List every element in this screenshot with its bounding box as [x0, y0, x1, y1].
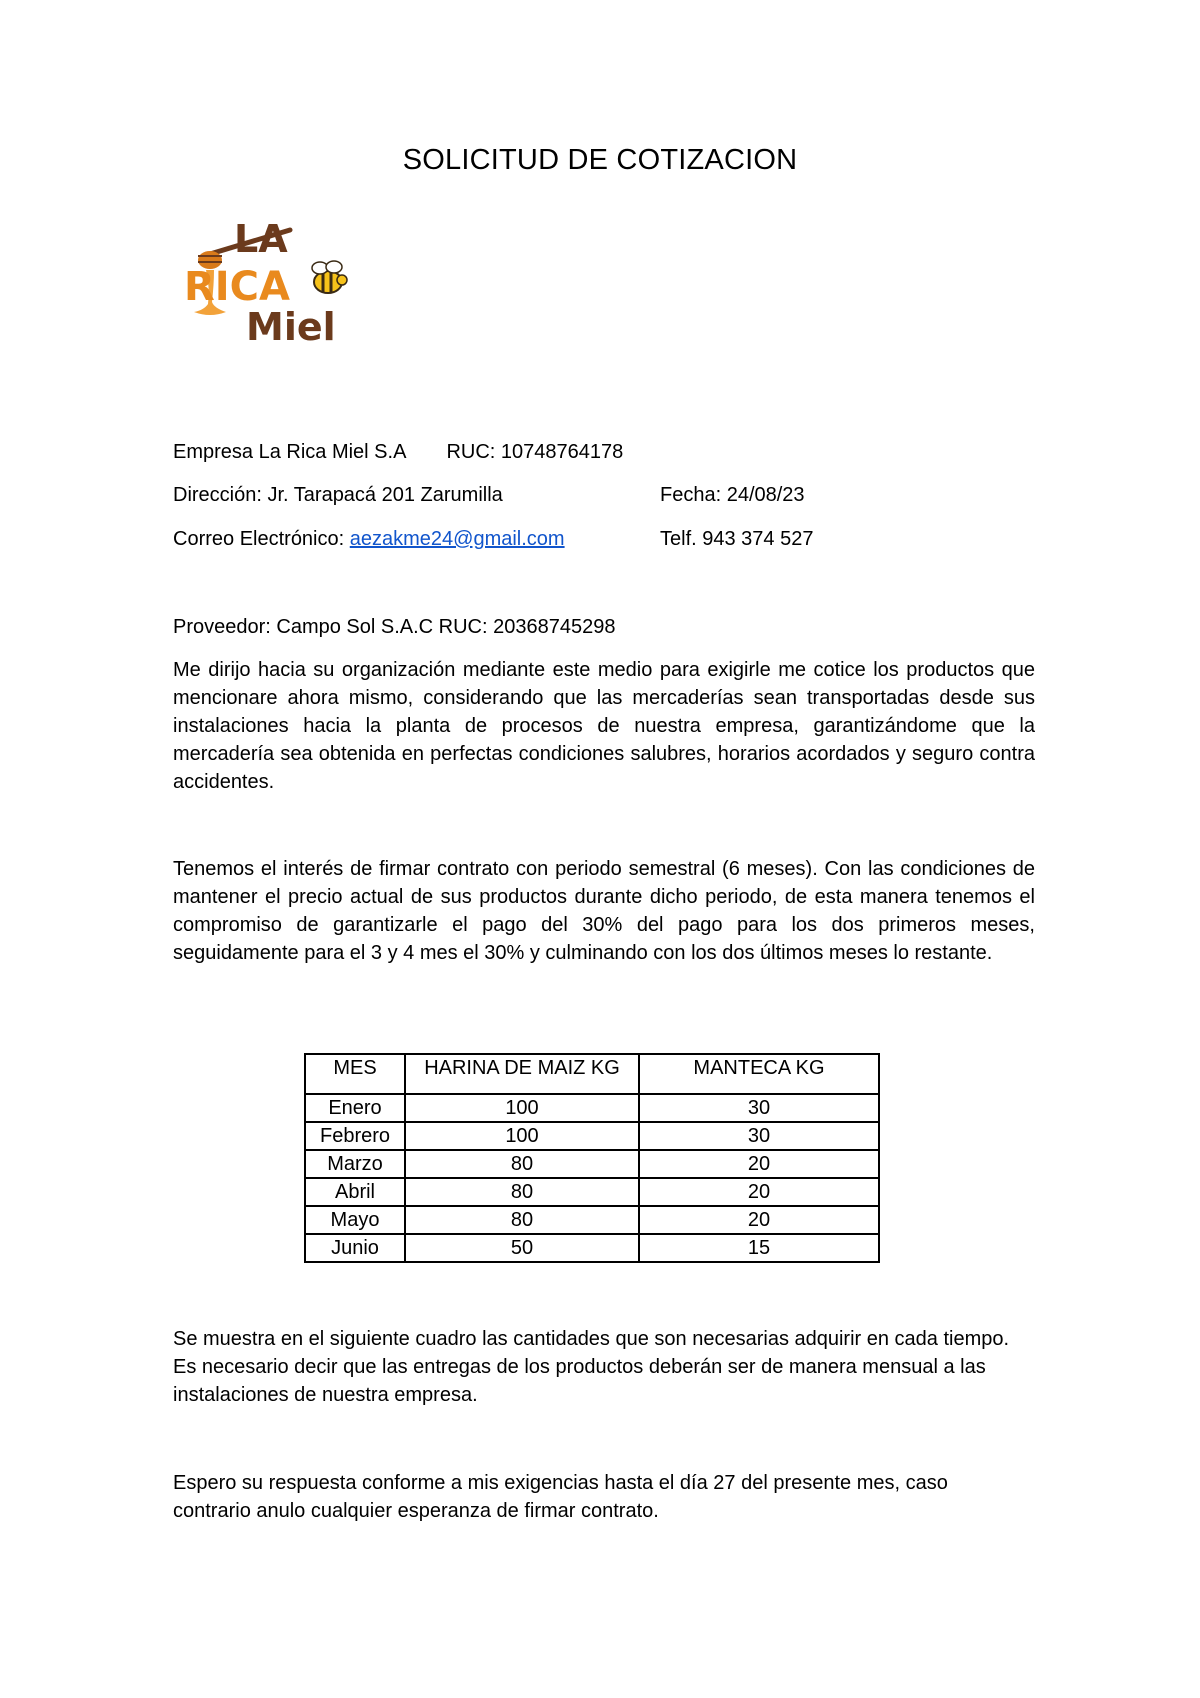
- company-line: [173, 440, 623, 464]
- table-cell-month: Abril: [305, 1178, 405, 1206]
- company-address: Dirección: Jr. Tarapacá 201 Zarumilla: [173, 484, 503, 506]
- table-cell-month: Marzo: [305, 1150, 405, 1178]
- paragraph-contract: Tenemos el interés de firmar contrato con periodo semestral (6 meses). Con las condiciones de mantener el precio actual de sus productos durante dicho periodo, de esta manera tenemos el compromiso de garantizarle el pago del 30% del pago para los dos primeros meses, seguidamente para el 3 y 4 mes el 30% y culminando con los dos últimos meses lo restante.: [173, 858, 1035, 964]
- table-cell-month: Enero: [305, 1094, 405, 1122]
- quantities-table: [304, 1053, 880, 1263]
- table-header-row: [305, 1054, 879, 1094]
- table-header-cell: HARINA DE MAIZ KG: [405, 1054, 639, 1094]
- provider-line: Proveedor: Campo Sol S.A.C RUC: 20368745298: [173, 616, 616, 638]
- table-row: [305, 1094, 879, 1122]
- table-row: [305, 1150, 879, 1178]
- table-row: [305, 1122, 879, 1150]
- email-label: Correo Electrónico:: [173, 528, 350, 550]
- table-cell-flour: 50: [405, 1234, 639, 1262]
- company-ruc: RUC: 10748764178: [446, 441, 624, 463]
- table-row: [305, 1178, 879, 1206]
- table-header-cell: MANTECA KG: [639, 1054, 879, 1094]
- paragraph-closing: Espero su respuesta conforme a mis exigencias hasta el día 27 del presente mes, caso contrario anulo cualquier esperanza de firmar contrato.: [173, 1472, 948, 1522]
- table-cell-flour: 80: [405, 1150, 639, 1178]
- paragraph-request: Me dirijo hacia su organización mediante este medio para exigirle me cotice los productos que mencionare ahora mismo, considerando que las mercaderías sean transportadas desde sus instalaciones hacia la planta de procesos de nuestra empresa, garantizándome que la mercadería sea obtenida en perfectas condiciones salubres, horarios acordados y seguro contra accidentes.: [173, 659, 1035, 793]
- table-cell-flour: 100: [405, 1122, 639, 1150]
- document-title: SOLICITUD DE COTIZACION: [402, 144, 798, 176]
- table-header-cell: MES: [305, 1054, 405, 1094]
- table-cell-lard: 20: [639, 1150, 879, 1178]
- table-cell-lard: 30: [639, 1122, 879, 1150]
- table-cell-lard: 20: [639, 1178, 879, 1206]
- table-cell-flour: 100: [405, 1094, 639, 1122]
- company-phone: Telf. 943 374 527: [660, 528, 814, 550]
- address-line: [173, 483, 873, 507]
- document-date: Fecha: 24/08/23: [660, 484, 805, 506]
- svg-text:RICA: RICA: [184, 264, 290, 310]
- contact-line: [173, 527, 873, 551]
- table-cell-month: Junio: [305, 1234, 405, 1262]
- paragraph-deliveries: Se muestra en el siguiente cuadro las cantidades que son necesarias adquirir en cada tiempo. Es necesario decir que las entregas de los productos deberán ser de manera mensual a las instalaciones de nuestra empresa.: [173, 1328, 1010, 1406]
- la-rica-miel-logo: [180, 212, 360, 362]
- table-cell-flour: 80: [405, 1206, 639, 1234]
- table-cell-month: Febrero: [305, 1122, 405, 1150]
- table-cell-flour: 80: [405, 1178, 639, 1206]
- table-cell-month: Mayo: [305, 1206, 405, 1234]
- bee-icon: [312, 261, 347, 293]
- svg-text:Miel: Miel: [246, 305, 336, 349]
- svg-text:LA: LA: [234, 217, 288, 261]
- table-cell-lard: 20: [639, 1206, 879, 1234]
- table-row: [305, 1234, 879, 1262]
- email-link[interactable]: aezakme24@gmail.com: [349, 528, 565, 550]
- table-row: [305, 1206, 879, 1234]
- table-cell-lard: 15: [639, 1234, 879, 1262]
- table-cell-lard: 30: [639, 1094, 879, 1122]
- company-name: Empresa La Rica Miel S.A: [173, 441, 406, 463]
